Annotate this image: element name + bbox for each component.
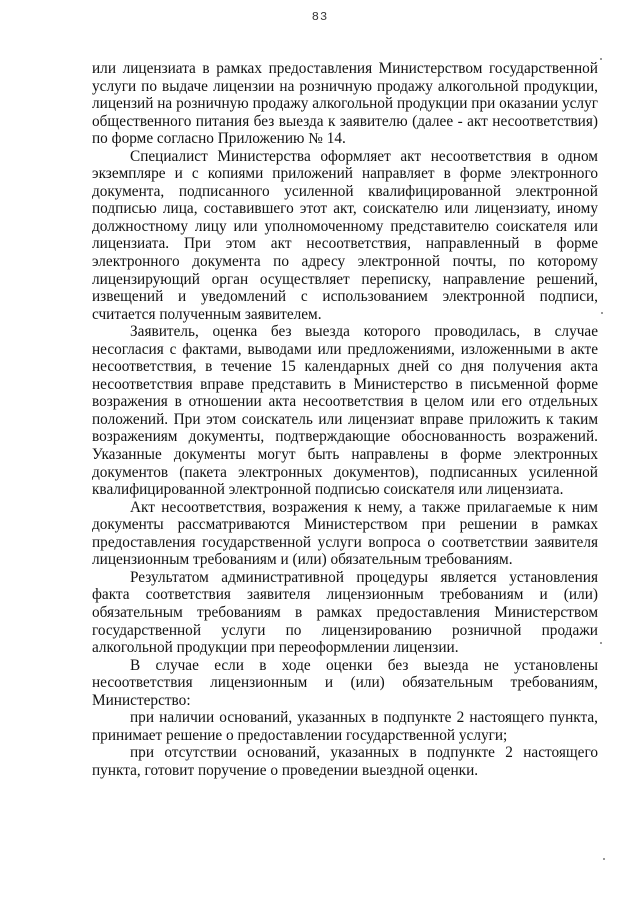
scan-mark: [600, 642, 602, 644]
paragraph-specialist: Специалист Министерства оформляет акт несоответствия в одном экземпляре и с копиями приложений направляет в форме электронного документа, подписанного усиленной квалифицированной электронной подписью лица, составившего этот акт, соискателю или лицензиату, иному должностному лицу или уполномоченному представителю соискателя или лицензиата. При этом акт несоответствия, направленный в форме электронного документа по адресу электронной почты, по которому лицензирующий орган осуществляет переписку, направление решений, извещений и уведомлений с использованием электронной подписи, считается полученным заявителем.: [92, 147, 598, 323]
scan-mark: [603, 858, 605, 860]
scan-mark: [600, 58, 602, 60]
paragraph-continuation: или лицензиата в рамках предоставления Министерством государственной услуги по выдаче лицензии на розничную продажу алкогольной продукции, лицензий на розничную продажу алкогольной продукции при оказании услуг общественного питания без выезда к заявителю (далее - акт несоответствия) по форме согласно Приложению № 14.: [92, 60, 598, 148]
scan-mark: [601, 312, 603, 314]
document-text: [92, 60, 598, 779]
paragraph-act-review: Акт несоответствия, возражения к нему, а также прилагаемые к ним документы рассматриваются Министерством при решении в рамках предоставления государственной услуги вопроса о соответствии заявителя лицензионным требованиям и (или) обязательным требованиям.: [92, 498, 598, 569]
paragraph-result: Результатом административной процедуры является установления факта соответствия заявителя лицензионным требованиям и (или) обязательным требованиям в рамках предоставления Министерством государственной услуги по лицензированию розничной продажи алкогольной продукции при переоформлении лицензии.: [92, 568, 598, 657]
paragraph-applicant-objections: Заявитель, оценка без выезда которого проводилась, в случае несогласия с фактами, выводами или предложениями, изложенными в акте несоответствия, в течение 15 календарных дней со дня получения акта несоответствия вправе представить в Министерство в письменной форме возражения в отношении акта несоответствия в целом или его отдельных положений. При этом соискатель или лицензиат вправе приложить к таким возражениям документы, подтверждающие обоснованность возражений. Указанные документы могут быть направлены в форме электронных документов (пакета электронных документов), подписанных усиленной квалифицированной электронной подписью соискателя или лицензиата.: [92, 323, 598, 499]
paragraph-grounds-present: при наличии оснований, указанных в подпункте 2 настоящего пункта, принимает решение о предоставлении государственной услуги;: [92, 709, 598, 744]
paragraph-no-violations: В случае если в ходе оценки без выезда не установлены несоответствия лицензионным и (или) обязательным требованиям, Министерство:: [92, 656, 598, 709]
page-number: 83: [311, 10, 329, 24]
paragraph-grounds-absent: при отсутствии оснований, указанных в подпункте 2 настоящего пункта, готовит поручение о проведении выездной оценки.: [92, 744, 598, 779]
